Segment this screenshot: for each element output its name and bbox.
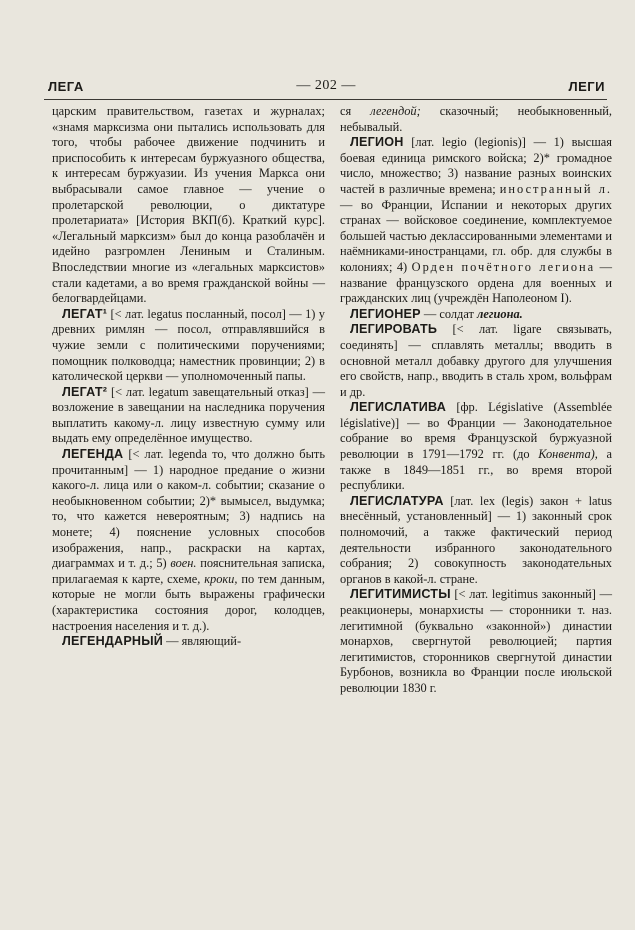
entry-headword: ЛЕГЕНДА <box>62 447 124 462</box>
entry-text: ся <box>340 104 352 118</box>
entry-legitimisty <box>340 587 612 696</box>
entry-spaced-term: Орден почётного легиона <box>411 259 596 274</box>
entry-text: — являющий- <box>166 634 242 649</box>
entry-headword: ЛЕГИОНЕР <box>350 306 421 321</box>
entry-text: а также в 1849—1851 гг., во время второй республики. <box>340 447 612 493</box>
entry-text: [< лат. legatum завещательный отказ] — возложение в завещании на наследника поручения выплатить какому-л. лицу известную сумму или выдать ему определённое имущество. <box>52 384 325 446</box>
entry-text: [< лат. legenda то, что должно быть прочитанным] — 1) народное предание о жизни какого-л. лица или о каком-л. событии; сказание о необыкновенном событии; 2)* вымысел, выдумка; то, что кажется невероятным; 3) надпись на монете; 4) пояснение условных способов изображения, напр., раскраски на картах, диаграммах и т. д.; 5) <box>52 447 325 571</box>
entry-term: легиона. <box>477 306 523 321</box>
entry-text: [лат. legio (legionis)] — 1) высшая боевая единица римского войска; 2)* громадное число, множество; 3) название разных воинских частей в различные времена; <box>340 135 612 196</box>
entry-term: кроки, <box>204 571 238 586</box>
entry-text: — название французского ордена для военных и гражданских лиц (учреждён Наполеоном I). <box>340 259 613 306</box>
entry-text: по тем данным, которые не могли быть выражены графически (характеристика состояния дорог, колодцев, настроения населения и т. д.). <box>52 571 325 633</box>
entry-legat-1 <box>52 307 325 385</box>
entry-headword: ЛЕГИСЛАТУРА <box>350 493 444 508</box>
entry-text: [фр. Législative (Assemblée législative)] — во Франции — Законодательное собрание во время Французской буржуазной революции в 1791—1792 гг. (до <box>340 400 612 462</box>
entry-headword: ЛЕГИОН <box>350 135 404 150</box>
entry-text: царским правительством, газетах и журналах; «знамя марксизма они пытались использовать для того, чтобы рабочее движение подчинить и приспособить к интересам буржуазного общества, к интересам буржуазии. Из учения Маркса они выбрасывали самое главное — учение о пролетарской революции, о диктатуре пролетариата» [История ВКП(б). Краткий курс]. «Легальный марксизм» был до конца разоблачён и идейно разгромлен Лениным и Сталиным. Впоследствии многие из «легальных марксистов» стали кадетами, а во время гражданской войны — белогвардейцами. <box>52 104 325 306</box>
entry-text: [< лат. ligare связывать, соединять] — сплавлять металлы; вводить в основной металл добавку другого для улучшения его свойств, напр., вводить в сталь хром, вольфрам и др. <box>340 322 612 399</box>
entry-text: [лат. lex (legis) закон + latus внесённый, установленный] — 1) законный срок полномочий, а также фактический период деятельности избранного законодательного собрания; 2) совокупность законодательных органов в какой-л. стране. <box>340 493 612 586</box>
entry-headword: ЛЕГИСЛАТИВА <box>350 400 447 415</box>
right-column <box>340 104 612 697</box>
entry-legislatura <box>340 494 612 588</box>
entry-continuation-right <box>340 104 612 135</box>
entry-headword: ЛЕГИРОВАТЬ <box>350 322 438 337</box>
entry-legat-2 <box>52 385 325 447</box>
entry-text: [< лат. legitimus законный] — реакционеры, монархисты — сторонники т. наз. легитимной (буквально «законной») династии монархов, свергнутой революцией; партия легитимистов, сторонников свергнутой династии Бурбонов, возникла во Франции после июльской революции 1830 г. <box>340 587 612 695</box>
entry-legenda <box>52 447 325 634</box>
entry-text: [< лат. legatus посланный, посол] — 1) у древних римлян — посол, отправлявшийся в чужие земли с политическими поручениями; помощник полководца; наместник провинции; 2) в католической церкви — уполномоченный папы. <box>52 306 325 384</box>
entry-legioner <box>340 307 612 323</box>
entry-headword: ЛЕГАТ² <box>62 384 108 399</box>
entry-continuation-left <box>52 104 325 307</box>
left-guide-word: ЛЕГА <box>48 78 84 94</box>
entry-headword: ЛЕГЕНДАРНЫЙ <box>62 634 164 649</box>
entry-legirovat <box>340 322 612 400</box>
left-column <box>52 104 325 650</box>
entry-label: воен. <box>170 556 197 571</box>
entry-term: Конвента), <box>538 447 598 462</box>
entry-term: легендой; <box>370 104 421 118</box>
entry-headword: ЛЕГИТИМИСТЫ <box>350 587 451 602</box>
entry-legislativa <box>340 400 612 494</box>
entry-text: пояснительная записка, прилагаемая к карте, схеме, <box>52 556 325 586</box>
entry-legendarny <box>52 634 325 650</box>
entry-headword: ЛЕГАТ¹ <box>62 306 108 321</box>
entry-spaced-term: иностранный л. <box>499 181 612 196</box>
page-header <box>48 76 605 96</box>
entry-text: сказочный; необыкновенный, небывалый. <box>340 104 612 134</box>
header-rule <box>44 99 607 100</box>
right-guide-word: ЛЕГИ <box>568 78 605 94</box>
entry-legion <box>340 135 612 307</box>
entry-text: — солдат <box>423 306 474 321</box>
entry-text: — во Франции, Испании и некоторых других странах — войсковое соединение, комплектуемое большей частью деклассированными элементами и наёмниками-иностранцами, гл. обр. для службы в колониях; 4) <box>340 197 612 274</box>
page-number: — 202 — <box>296 78 356 93</box>
